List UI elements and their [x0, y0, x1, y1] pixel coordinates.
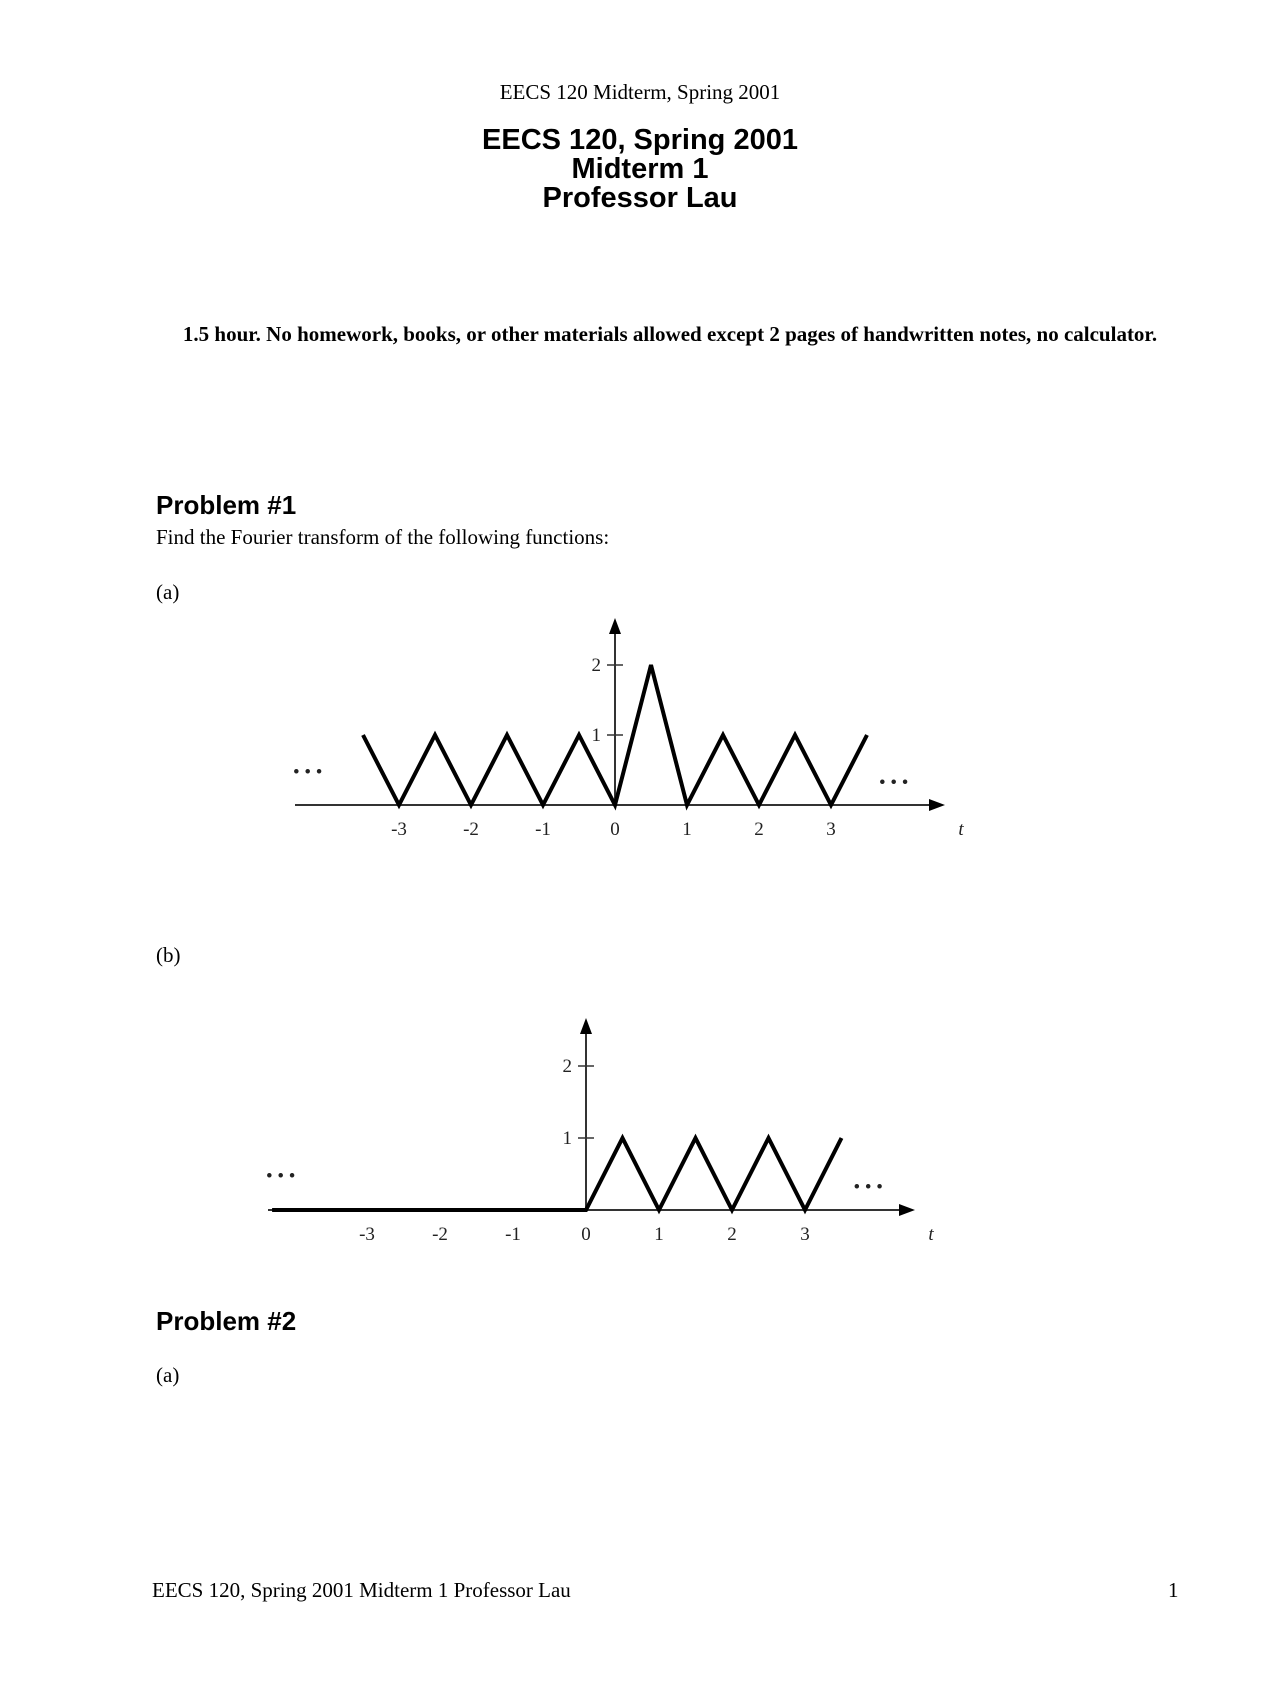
page-footer: EECS 120, Spring 2001 Midterm 1 Professor Lau [152, 1578, 571, 1602]
problem-2-part-a-label: (a) [156, 1363, 180, 1387]
running-header: EECS 120 Midterm, Spring 2001 [499, 80, 781, 104]
fig-b-continuation-left: • • • [266, 1166, 296, 1187]
fig-a-x-tick-label: 0 [610, 819, 620, 840]
fig-b-x-axis-label: t [928, 1224, 934, 1245]
fig-a-x-axis-label: t [958, 819, 964, 840]
fig-a-x-tick-label: -1 [535, 819, 551, 840]
problem-1-prompt: Find the Fourier transform of the following functions: [156, 525, 610, 549]
fig-b-x-axis-arrow [899, 1204, 915, 1216]
fig-b-x-tick-label: 1 [654, 1224, 664, 1245]
problem-2-heading: Problem #2 [156, 1306, 297, 1336]
fig-a-continuation-left: • • • [293, 762, 323, 783]
fig-b-x-tick-label: 2 [727, 1224, 737, 1245]
fig-b-continuation-right: • • • [853, 1176, 883, 1198]
fig-a-x-tick-label: -3 [391, 819, 407, 840]
fig-a-continuation-right: • • • [879, 772, 909, 794]
fig-a-x-tick-label: -2 [463, 819, 479, 840]
fig-a-x-tick-label: 2 [754, 819, 764, 840]
fig-b-x-tick-label: 0 [581, 1224, 591, 1245]
title-line-course: EECS 120, Spring 2001 [482, 124, 798, 156]
fig-b-x-tick-label: 3 [800, 1224, 810, 1245]
fig-b-x-tick-label: -2 [432, 1224, 448, 1245]
fig-b-y-axis-arrow [580, 1018, 592, 1034]
problem-1-part-a-label: (a) [156, 580, 180, 604]
page-number: 1 [1168, 1578, 1179, 1602]
fig-b-y-tick-label: 2 [562, 1056, 572, 1077]
fig-a-x-tick-label: 1 [682, 819, 692, 840]
problem-1-part-b-label: (b) [156, 943, 181, 967]
title-line-exam: Midterm 1 [571, 153, 709, 185]
fig-b-y-tick-label: 1 [562, 1128, 572, 1149]
fig-a-y-tick-label: 1 [591, 725, 601, 746]
exam-instructions: 1.5 hour. No homework, books, or other materials allowed except 2 pages of handwritten notes, no calculator. [182, 322, 1158, 346]
problem-1-heading: Problem #1 [156, 490, 297, 520]
fig-b-x-tick-label: -1 [505, 1224, 521, 1245]
fig-b-signal [272, 1138, 841, 1210]
fig-a-y-tick-label: 2 [591, 655, 601, 676]
fig-b-x-tick-label: -3 [359, 1224, 375, 1245]
fig-a-x-tick-label: 3 [826, 819, 836, 840]
title-line-professor: Professor Lau [542, 182, 738, 214]
